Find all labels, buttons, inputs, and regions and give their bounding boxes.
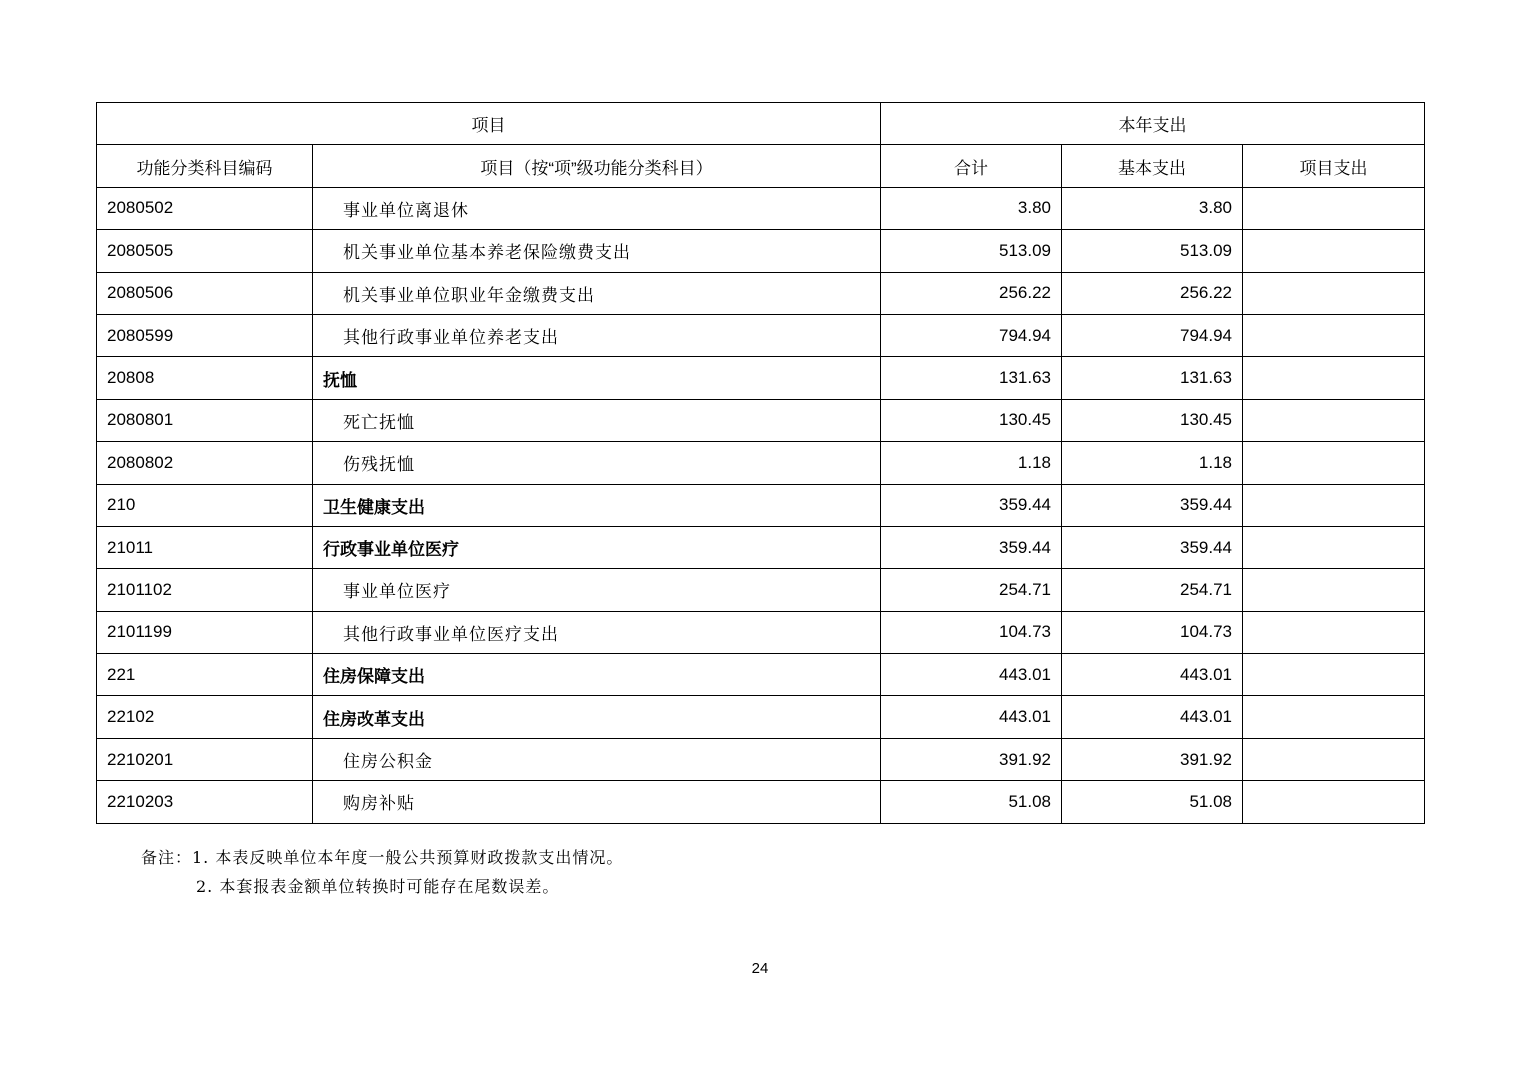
row-total: 443.01 [881,654,1062,696]
row-basic: 443.01 [1062,654,1243,696]
row-code: 22102 [97,696,313,738]
row-project [1243,187,1425,229]
table-row [97,484,1425,526]
row-total: 254.71 [881,569,1062,611]
table-row [97,569,1425,611]
row-project [1243,569,1425,611]
table-row [97,357,1425,399]
row-name: 事业单位离退休 [313,187,881,229]
table-row [97,781,1425,823]
row-total: 51.08 [881,781,1062,823]
table-row [97,738,1425,780]
row-project [1243,526,1425,568]
row-name: 住房保障支出 [313,654,881,696]
budget-expenditure-table [96,102,1425,824]
row-basic: 254.71 [1062,569,1243,611]
table-row [97,272,1425,314]
row-code: 221 [97,654,313,696]
header-row-sub [97,145,1425,187]
row-total: 359.44 [881,526,1062,568]
row-total: 104.73 [881,611,1062,653]
table-row [97,611,1425,653]
row-code: 2101199 [97,611,313,653]
row-basic: 3.80 [1062,187,1243,229]
row-basic: 51.08 [1062,781,1243,823]
table-body [97,187,1425,823]
row-name: 其他行政事业单位医疗支出 [313,611,881,653]
row-name: 伤残抚恤 [313,442,881,484]
row-basic: 256.22 [1062,272,1243,314]
row-total: 513.09 [881,230,1062,272]
page-number: 24 [751,960,769,977]
row-project [1243,314,1425,356]
row-basic: 794.94 [1062,314,1243,356]
row-name: 机关事业单位基本养老保险缴费支出 [313,230,881,272]
header-project: 项目支出 [1243,145,1425,187]
row-project [1243,399,1425,441]
row-project [1243,611,1425,653]
row-code: 210 [97,484,313,526]
row-code: 2080599 [97,314,313,356]
row-project [1243,357,1425,399]
row-project [1243,484,1425,526]
row-name: 死亡抚恤 [313,399,881,441]
header-row-top [97,103,1425,145]
row-project [1243,230,1425,272]
row-name: 机关事业单位职业年金缴费支出 [313,272,881,314]
row-total: 131.63 [881,357,1062,399]
table-row [97,399,1425,441]
row-project [1243,442,1425,484]
row-basic: 359.44 [1062,526,1243,568]
row-project [1243,654,1425,696]
note-line-2: 2. 本套报表金额单位转换时可能存在尾数误差。 [196,877,560,896]
row-name: 住房公积金 [313,738,881,780]
row-basic: 130.45 [1062,399,1243,441]
row-name: 住房改革支出 [313,696,881,738]
row-name: 购房补贴 [313,781,881,823]
notes [141,843,623,901]
row-code: 2210203 [97,781,313,823]
table-row [97,187,1425,229]
row-total: 130.45 [881,399,1062,441]
row-project [1243,272,1425,314]
row-name: 事业单位医疗 [313,569,881,611]
row-basic: 513.09 [1062,230,1243,272]
row-basic: 443.01 [1062,696,1243,738]
row-total: 256.22 [881,272,1062,314]
row-total: 1.18 [881,442,1062,484]
row-project [1243,696,1425,738]
header-expense-group: 本年支出 [881,103,1425,145]
row-basic: 391.92 [1062,738,1243,780]
row-total: 391.92 [881,738,1062,780]
table-row [97,526,1425,568]
row-code: 20808 [97,357,313,399]
row-total: 443.01 [881,696,1062,738]
row-name: 行政事业单位医疗 [313,526,881,568]
row-name: 抚恤 [313,357,881,399]
table-row [97,230,1425,272]
row-code: 2080506 [97,272,313,314]
header-code: 功能分类科目编码 [97,145,313,187]
row-code: 2080801 [97,399,313,441]
row-total: 359.44 [881,484,1062,526]
row-name: 其他行政事业单位养老支出 [313,314,881,356]
header-basic: 基本支出 [1062,145,1243,187]
row-code: 2080505 [97,230,313,272]
row-code: 2101102 [97,569,313,611]
row-project [1243,781,1425,823]
row-basic: 131.63 [1062,357,1243,399]
row-total: 3.80 [881,187,1062,229]
row-name: 卫生健康支出 [313,484,881,526]
note-line-1: 备注：1. 本表反映单位本年度一般公共预算财政拨款支出情况。 [141,848,624,867]
row-basic: 104.73 [1062,611,1243,653]
header-item-group: 项目 [97,103,881,145]
row-basic: 359.44 [1062,484,1243,526]
table-row [97,314,1425,356]
header-total: 合计 [881,145,1062,187]
row-basic: 1.18 [1062,442,1243,484]
table-row [97,696,1425,738]
row-project [1243,738,1425,780]
header-name: 项目（按“项”级功能分类科目） [313,145,881,187]
row-code: 2080502 [97,187,313,229]
row-code: 2210201 [97,738,313,780]
table-row [97,654,1425,696]
row-code: 2080802 [97,442,313,484]
row-code: 21011 [97,526,313,568]
row-total: 794.94 [881,314,1062,356]
table-row [97,442,1425,484]
